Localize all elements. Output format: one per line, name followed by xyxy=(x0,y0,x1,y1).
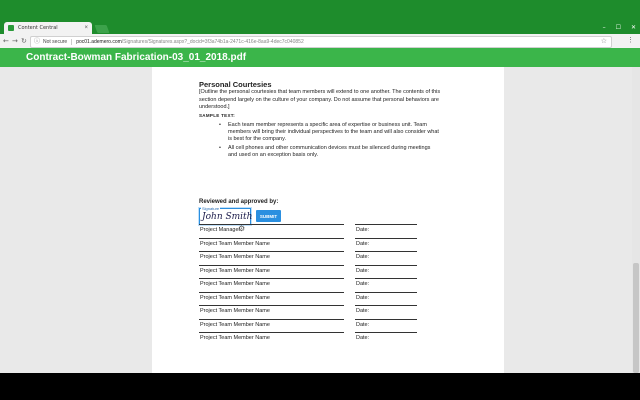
security-status[interactable]: Not secure xyxy=(43,39,68,45)
submit-button[interactable]: SUBMIT xyxy=(256,210,281,222)
section-description: [Outline the personal courtesies that team members will extend to one another. The contents of this section depend largely on the culture of your company. Do not assume that personal behaviors are understood.] xyxy=(199,89,441,110)
list-item xyxy=(199,122,439,143)
back-icon[interactable]: ← xyxy=(3,37,9,45)
favicon-icon xyxy=(8,25,14,31)
signature-line xyxy=(199,224,344,225)
date-line xyxy=(355,265,417,266)
section-title: Personal Courtesies xyxy=(199,80,272,89)
date-line xyxy=(355,332,417,333)
bullet-icon: • xyxy=(219,145,221,151)
date-line xyxy=(355,292,417,293)
reviewed-approved-label: Reviewed and approved by: xyxy=(199,199,279,205)
close-window-icon[interactable]: ✕ xyxy=(630,24,636,31)
signer-name: Project Team Member Name xyxy=(200,308,270,314)
date-label: Date: xyxy=(356,267,370,274)
bullet-icon: • xyxy=(219,122,221,128)
tab-close-icon[interactable]: × xyxy=(84,25,88,31)
scrollbar[interactable] xyxy=(632,67,640,373)
forward-icon[interactable]: → xyxy=(12,37,18,45)
date-line xyxy=(355,278,417,279)
bookmark-star-icon[interactable]: ☆ xyxy=(600,38,607,45)
signature-row xyxy=(199,251,417,265)
signer-name: Project Team Member Name xyxy=(200,240,270,247)
signature-row xyxy=(199,278,417,292)
signature-line xyxy=(199,332,344,333)
signature-line xyxy=(199,265,344,266)
browser-menu-icon[interactable]: ⋮ xyxy=(627,37,634,44)
sample-text-label: SAMPLE TEXT: xyxy=(199,113,236,118)
signer-name: Project Team Member Name xyxy=(200,335,270,341)
date-label: Date: xyxy=(356,294,370,301)
signature-row xyxy=(199,319,417,333)
signature-line xyxy=(199,238,344,239)
browser-tab[interactable] xyxy=(4,22,92,34)
signature-field[interactable] xyxy=(199,208,251,225)
signature-line xyxy=(199,251,344,252)
signer-name: Project Team Member Name xyxy=(200,321,270,328)
browser-tabstrip xyxy=(0,0,640,34)
minimize-icon[interactable]: – xyxy=(602,24,606,31)
signer-name: Project Team Member Name xyxy=(200,254,270,260)
date-line xyxy=(355,305,417,306)
signer-name: Project Manager xyxy=(200,227,241,233)
url-host[interactable]: poc01.ademero.com xyxy=(76,39,122,45)
tab-title: Content Central xyxy=(18,25,58,31)
signature-field-label: Signature xyxy=(202,206,220,211)
date-label: Date: xyxy=(356,227,370,233)
date-line xyxy=(355,251,417,252)
new-tab-button[interactable] xyxy=(95,25,110,33)
signature-row xyxy=(199,292,417,306)
signature-row xyxy=(199,305,417,319)
signer-name: Project Team Member Name xyxy=(200,267,270,274)
url-divider xyxy=(71,39,72,45)
signature-row xyxy=(199,265,417,279)
pdf-page xyxy=(152,67,504,373)
date-line xyxy=(355,224,417,225)
date-label: Date: xyxy=(356,308,370,314)
signature-row xyxy=(199,224,417,238)
signature-value[interactable]: John Smith xyxy=(202,212,253,222)
signer-name: Project Team Member Name xyxy=(200,294,270,301)
browser-toolbar xyxy=(0,34,640,49)
signature-row xyxy=(199,238,417,252)
date-label: Date: xyxy=(356,254,370,260)
app-header xyxy=(0,48,640,67)
date-label: Date: xyxy=(356,281,370,287)
url-path[interactable]: /Signatures/Signatures.aspx?_docid=3f3a74b1a-2471c-416e-8aa9-4dec7c040852 xyxy=(121,39,304,45)
reload-icon[interactable]: ↻ xyxy=(21,37,27,45)
signature-line xyxy=(199,292,344,293)
date-label: Date: xyxy=(356,335,370,341)
scrollbar-thumb[interactable] xyxy=(633,263,639,373)
date-line xyxy=(355,319,417,320)
signature-line xyxy=(199,305,344,306)
document-title: Contract-Bowman Fabrication-03_01_2018.pdf xyxy=(26,52,247,63)
signer-name: Project Team Member Name xyxy=(200,281,270,287)
bullet-list xyxy=(199,122,439,161)
window-controls xyxy=(603,24,636,31)
document-viewer xyxy=(0,67,640,373)
signature-line xyxy=(199,278,344,279)
maximize-icon[interactable]: ☐ xyxy=(615,24,621,31)
date-line xyxy=(355,238,417,239)
address-bar[interactable] xyxy=(30,36,612,48)
bullet-text: Each team member represents a specific area of expertise or business unit. Team members will bring their individual perspectives to the team and will also consider what is best for the company. xyxy=(228,122,439,142)
date-label: Date: xyxy=(356,240,370,247)
signature-row xyxy=(199,332,417,346)
date-label: Date: xyxy=(356,321,370,328)
info-icon[interactable]: ⓘ xyxy=(34,39,41,45)
gear-icon[interactable]: ⚙ xyxy=(238,224,246,233)
bullet-text: All cell phones and other communication devices must be silenced during meetings and used on an exception basis only. xyxy=(228,145,431,158)
list-item xyxy=(199,145,439,159)
bottom-letterbox xyxy=(0,373,640,400)
signature-line xyxy=(199,319,344,320)
